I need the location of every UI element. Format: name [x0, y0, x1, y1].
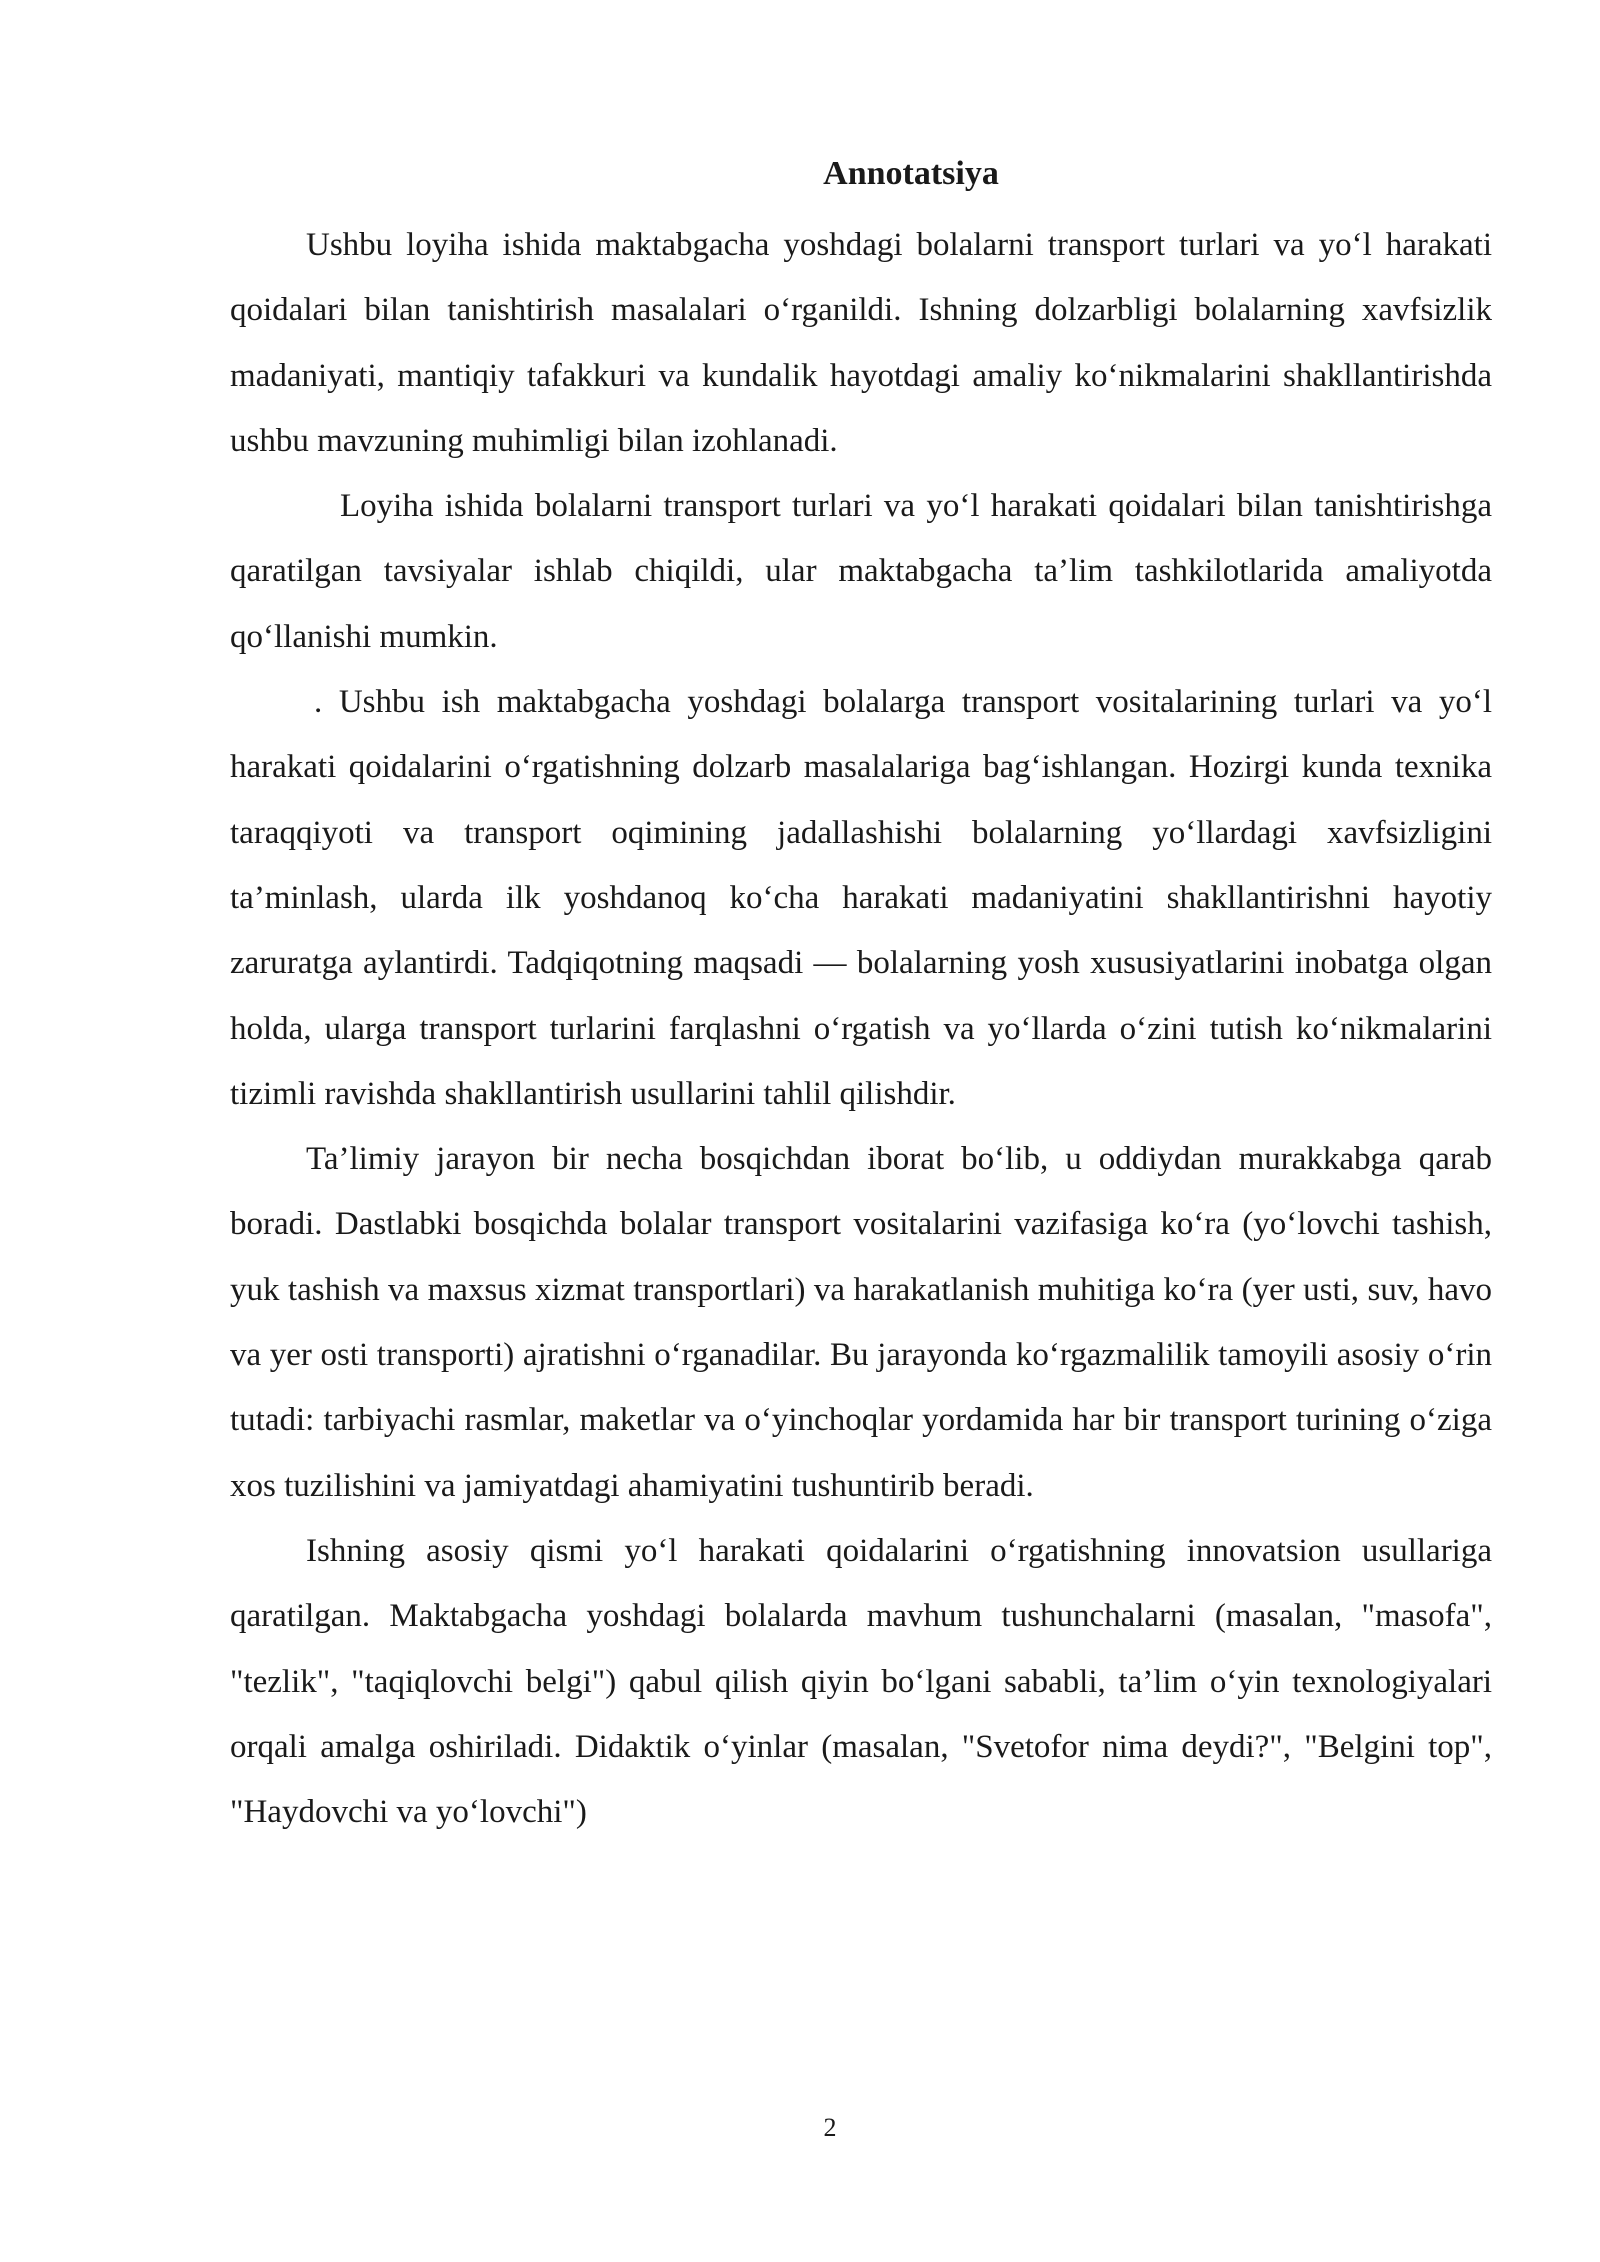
page-title: Annotatsiya [823, 155, 999, 192]
paragraph-methods: Ishning asosiy qismi yo‘l harakati qoidalarini o‘rgatishning innovatsion usullariga qaratilgan. Maktabgacha yoshdagi bolalarda mavhum tushunchalarni (masalan, "masofa", "tezlik", "taqiqlovchi belgi") qabul qilish qiyin bo‘lgani sababli, ta’lim o‘yin texnologiyalari orqali amalga oshiriladi. Didaktik o‘yinlar (masalan, "Svetofor nima deydi?", "Belgini top", "Haydovchi va yo‘lovchi") [230, 1532, 1492, 1831]
page-number: 2 [823, 2113, 837, 2142]
paragraph-recommendations: Loyiha ishida bolalarni transport turlari va yo‘l harakati qoidalari bilan tanishtirishga qaratilgan tavsiyalar ishlab chiqildi, ular maktabgacha ta’lim tashkilotlarida amaliyotda qo‘llanishi mumkin. [230, 488, 1492, 655]
paragraph-summary: Ushbu loyiha ishida maktabgacha yoshdagi bolalarni transport turlari va yo‘l harakati qoidalari bilan tanishtirish masalalari o‘rganildi. Ishning dolzarbligi bolalarning xavfsizlik madaniyati, mantiqiy tafakkuri va kundalik hayotdagi amaliy ko‘nikmalarini shakllantirishda ushbu mavzuning muhimligi bilan izohlanadi. [230, 227, 1492, 459]
paragraph-relevance: . Ushbu ish maktabgacha yoshdagi bolalarga transport vositalarining turlari va yo‘l harakati qoidalarini o‘rgatishning dolzarb masalalariga bag‘ishlangan. Hozirgi kunda texnika taraqqiyoti va transport oqimining jadallashishi bolalarning yo‘llardagi xavfsizligini ta’minlash, ularda ilk yoshdanoq ko‘cha harakati madaniyatini shakllantirishni hayotiy zaruratga aylantirdi. Tadqiqotning maqsadi — bolalarning yosh xususiyatlarini inobatga olgan holda, ularga transport turlarini farqlashni o‘rgatish va yo‘llarda o‘zini tutish ko‘nikmalarini tizimli ravishda shakllantirish usullarini tahlil qilishdir. [230, 684, 1492, 1112]
document-body [230, 213, 1492, 1845]
paragraph-process: Ta’limiy jarayon bir necha bosqichdan iborat bo‘lib, u oddiydan murakkabga qarab boradi. Dastlabki bosqichda bolalar transport vositalarini vazifasiga ko‘ra (yo‘lovchi tashish, yuk tashish va maxsus xizmat transportlari) va harakatlanish muhitiga ko‘ra (yer usti, suv, havo va yer osti transporti) ajratishni o‘rganadilar. Bu jarayonda ko‘rgazmalilik tamoyili asosiy o‘rin tutadi: tarbiyachi rasmlar, maketlar va o‘yinchoqlar yordamida har bir transport turining o‘ziga xos tuzilishini va jamiyatdagi ahamiyatini tushuntirib beradi. [230, 1141, 1492, 1504]
